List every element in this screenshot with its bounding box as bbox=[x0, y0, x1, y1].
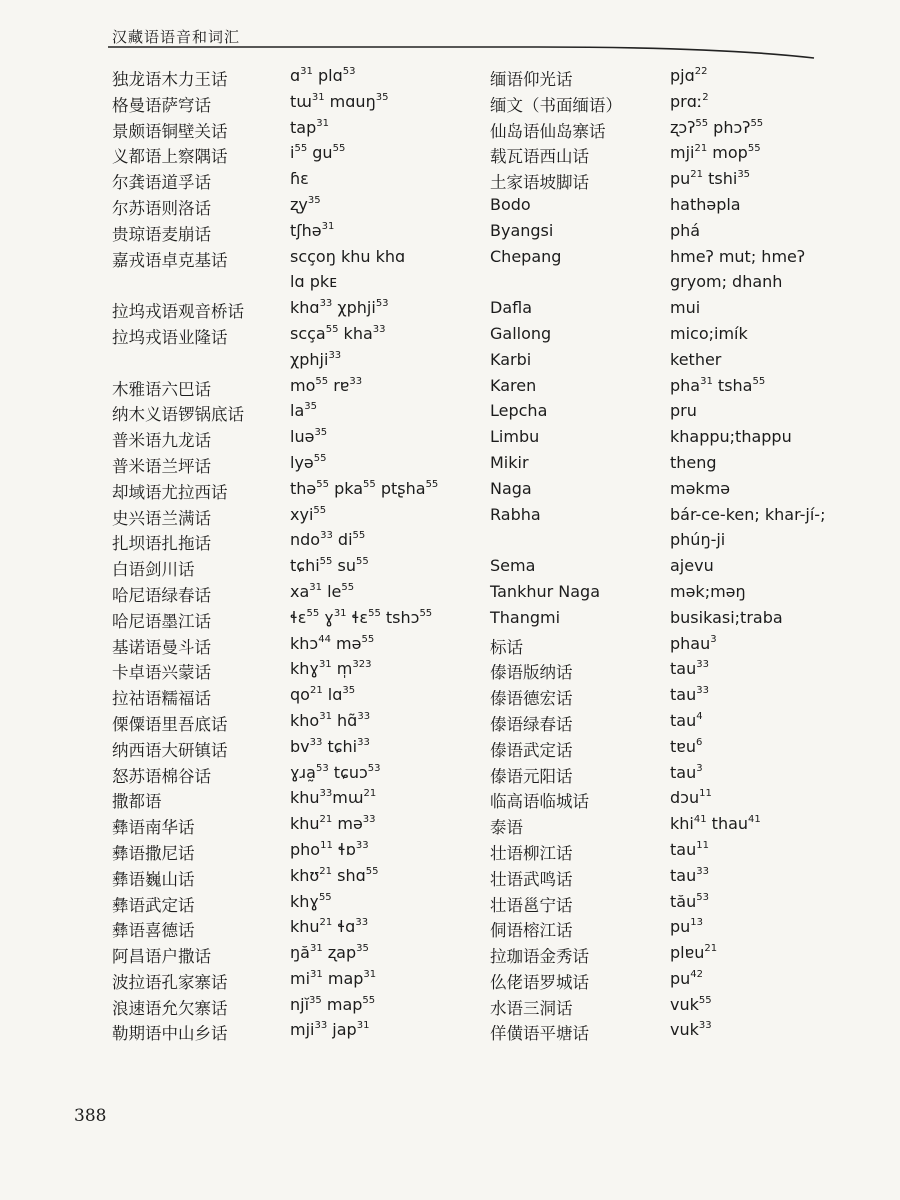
language-name-left: 扎坝语扎拖话 bbox=[112, 534, 211, 554]
language-name-left: 傈僳语里吾底话 bbox=[112, 714, 228, 734]
language-name-left: 白语剑川话 bbox=[112, 560, 195, 580]
language-name-left: 彝语南华话 bbox=[112, 818, 195, 838]
language-name-right: Byangsi bbox=[490, 220, 554, 240]
word-form-right: tau$^{33}$ bbox=[670, 865, 709, 885]
language-name-right: 侗语榕江话 bbox=[490, 921, 573, 941]
language-name-left: 彝语撒尼话 bbox=[112, 843, 195, 863]
language-name-left: 怒苏语棉谷话 bbox=[112, 766, 211, 786]
word-form-left: tɯ$^{31}$ mɑuŋ$^{35}$ bbox=[290, 91, 389, 111]
word-form-left: $bv^{33}$ tɕhi$^{33}$ bbox=[290, 736, 370, 756]
word-form-left: khɣ$^{55}$ bbox=[290, 891, 332, 911]
language-name-left: 勒期语中山乡话 bbox=[112, 1024, 228, 1044]
entry-row bbox=[0, 247, 900, 273]
word-form-right: vuk$^{55}$ bbox=[670, 994, 712, 1014]
language-name-right: 拉珈语金秀话 bbox=[490, 947, 589, 967]
entry-row bbox=[0, 169, 900, 195]
word-form-left: tap$^{31}$ bbox=[290, 117, 329, 137]
word-form-left: $la^{35}$ bbox=[290, 401, 317, 421]
language-name-right: Rabha bbox=[490, 504, 541, 524]
word-form-left: ɦɛ bbox=[290, 169, 309, 189]
word-form-right: vuk$^{33}$ bbox=[670, 1020, 712, 1040]
language-name-left: 拉坞戎语观音桥话 bbox=[112, 302, 244, 322]
word-form-right: məkmə bbox=[670, 478, 731, 498]
language-name-left: 尔苏语则洛话 bbox=[112, 198, 211, 218]
language-name-right: Bodo bbox=[490, 194, 531, 214]
entry-row bbox=[0, 427, 900, 453]
language-name-left: 哈尼语绿春话 bbox=[112, 585, 211, 605]
word-form-right: prɑː$^2$ bbox=[670, 91, 709, 111]
word-form-right: tau$^3$ bbox=[670, 762, 703, 782]
word-form-right: dɔu$^{11}$ bbox=[670, 788, 712, 808]
entry-row bbox=[0, 995, 900, 1021]
language-name-left: 尔龚语道孚话 bbox=[112, 173, 211, 193]
word-form-left: scça$^{55}$ kha$^{33}$ bbox=[290, 323, 386, 343]
word-form-left: ndo$^{33}$ $di^{55}$ bbox=[290, 530, 366, 550]
language-name-right: 壮语柳江话 bbox=[490, 843, 573, 863]
language-name-right: 佯僙语平塘话 bbox=[490, 1024, 589, 1044]
word-form-right: $pu^{21}$ tshi$^{35}$ bbox=[670, 169, 751, 189]
language-name-left: 木雅语六巴话 bbox=[112, 379, 211, 399]
language-name-right: 载瓦语西山话 bbox=[490, 147, 589, 167]
language-name-right: 壮语邕宁话 bbox=[490, 895, 573, 915]
language-name-left: 彝语巍山话 bbox=[112, 869, 195, 889]
word-form-left: khɑ$^{33}$ χphji$^{53}$ bbox=[290, 298, 389, 318]
word-form-right: khi$^{41}$ thau$^{41}$ bbox=[670, 814, 761, 834]
language-name-right: 傣语绿春话 bbox=[490, 714, 573, 734]
word-form-left: scçoŋ khu khɑ bbox=[290, 246, 406, 266]
language-name-right: 缅语仰光话 bbox=[490, 70, 573, 89]
language-name-right: 标话 bbox=[490, 637, 523, 657]
word-form-right: phau$^3$ bbox=[670, 633, 717, 653]
language-name-left: 浪速语允欠寨话 bbox=[112, 998, 228, 1018]
entry-row bbox=[0, 350, 900, 376]
language-name-left: 独龙语木力王话 bbox=[112, 70, 228, 89]
language-name-left: 哈尼语墨江话 bbox=[112, 611, 211, 631]
word-form-left: khɔ$^{44}$ mə$^{55}$ bbox=[290, 633, 375, 653]
entry-row bbox=[0, 840, 900, 866]
entry-row bbox=[0, 814, 900, 840]
word-form-left: khu$^{33}$mɯ$^{21}$ bbox=[290, 788, 377, 808]
language-name-left: 义都语上察隅话 bbox=[112, 147, 228, 167]
entry-row bbox=[0, 943, 900, 969]
entry-row bbox=[0, 66, 900, 92]
language-name-left: 拉祜语糯福话 bbox=[112, 689, 211, 709]
entry-row bbox=[0, 324, 900, 350]
word-form-right: phá bbox=[670, 220, 701, 240]
word-form-right: busikasi;traba bbox=[670, 607, 783, 627]
word-form-left: ɑ$^{31}$ plɑ$^{53}$ bbox=[290, 66, 356, 85]
language-name-right: 傣语德宏话 bbox=[490, 689, 573, 709]
entry-row bbox=[0, 272, 900, 298]
entry-row bbox=[0, 143, 900, 169]
entry-table bbox=[0, 66, 900, 1046]
word-form-right: mək;məŋ bbox=[670, 581, 746, 601]
word-form-left: pho$^{11}$ ɬɒ$^{33}$ bbox=[290, 839, 369, 859]
word-form-left: tɕhi$^{55}$ $su^{55}$ bbox=[290, 556, 369, 576]
word-form-right: tɐu$^6$ bbox=[670, 736, 703, 756]
language-name-right: 壮语武鸣话 bbox=[490, 869, 573, 889]
entry-row bbox=[0, 892, 900, 918]
word-form-left: lɑ pkᴇ bbox=[290, 272, 337, 292]
word-form-left: tʃhə$^{31}$ bbox=[290, 220, 335, 240]
language-name-left: 却域语尤拉西话 bbox=[112, 482, 228, 502]
word-form-left: mji$^{33}$ jap$^{31}$ bbox=[290, 1020, 370, 1040]
language-name-right: Dafla bbox=[490, 298, 533, 318]
entry-row bbox=[0, 479, 900, 505]
language-name-right: 傣语版纳话 bbox=[490, 663, 573, 683]
word-form-right: hmeʔ mut; hmeʔ bbox=[670, 246, 806, 266]
word-form-left: $qo^{21}$ lɑ$^{35}$ bbox=[290, 685, 356, 705]
language-name-right: Lepcha bbox=[490, 401, 548, 421]
word-form-right: phúŋ-ji bbox=[670, 530, 726, 550]
language-name-left: 基诺语曼斗话 bbox=[112, 637, 211, 657]
word-form-left: ɣɹa̰$^{53}$ tɕuɔ$^{53}$ bbox=[290, 762, 381, 782]
entry-row bbox=[0, 92, 900, 118]
entry-row bbox=[0, 1020, 900, 1046]
word-form-left: χphji$^{33}$ bbox=[290, 349, 342, 369]
language-name-right: Chepang bbox=[490, 246, 562, 266]
language-name-right: 傣语武定话 bbox=[490, 740, 573, 760]
entry-row bbox=[0, 505, 900, 531]
language-name-left: 纳木义语锣锅底话 bbox=[112, 405, 244, 425]
entry-row bbox=[0, 582, 900, 608]
entry-row bbox=[0, 685, 900, 711]
language-name-left: 彝语喜德话 bbox=[112, 921, 195, 941]
language-name-right: 土家语坡脚话 bbox=[490, 173, 589, 193]
language-name-left: 景颇语铜壁关话 bbox=[112, 121, 228, 141]
entry-row bbox=[0, 118, 900, 144]
word-form-left: $ŋă^{31}$ ʐap$^{35}$ bbox=[290, 943, 369, 963]
word-form-left: ʐy$^{35}$ bbox=[290, 194, 321, 214]
language-name-right: Sema bbox=[490, 556, 536, 576]
word-form-right: tău$^{53}$ bbox=[670, 891, 709, 911]
header-rule bbox=[108, 30, 818, 60]
language-name-right: 仫佬语罗城话 bbox=[490, 972, 589, 992]
word-form-right: mico;imík bbox=[670, 323, 748, 343]
language-name-left: 格曼语萨穹话 bbox=[112, 95, 211, 115]
word-form-left: khu$^{21}$ mə$^{33}$ bbox=[290, 814, 376, 834]
word-form-right: bár-ce-ken; khar-jí-; bbox=[670, 504, 826, 524]
word-form-right: pru bbox=[670, 401, 697, 421]
entry-row bbox=[0, 453, 900, 479]
language-name-left: 普米语九龙话 bbox=[112, 431, 211, 451]
language-name-left: 贵琼语麦崩话 bbox=[112, 224, 211, 244]
entry-row bbox=[0, 401, 900, 427]
language-name-right: 泰语 bbox=[490, 818, 523, 838]
word-form-left: xyi$^{55}$ bbox=[290, 504, 327, 524]
language-name-left: 拉坞戎语业隆话 bbox=[112, 327, 228, 347]
word-form-right: mji$^{21}$ mop$^{55}$ bbox=[670, 143, 761, 163]
entry-row bbox=[0, 659, 900, 685]
language-name-right: Limbu bbox=[490, 427, 540, 447]
word-form-right: pjɑ$^{22}$ bbox=[670, 66, 708, 85]
word-form-right: pha$^{31}$ tsha$^{55}$ bbox=[670, 375, 766, 395]
entry-row bbox=[0, 866, 900, 892]
language-name-right: 临高语临城话 bbox=[490, 792, 589, 812]
entry-row bbox=[0, 634, 900, 660]
running-header: 汉藏语语音和词汇 bbox=[112, 28, 241, 46]
entry-row bbox=[0, 711, 900, 737]
word-form-left: ɬɛ$^{55}$ ɣ$^{31}$ ɬɛ$^{55}$ tshɔ$^{55}$ bbox=[290, 607, 433, 627]
entry-row bbox=[0, 737, 900, 763]
language-name-left: 阿昌语户撒话 bbox=[112, 947, 211, 967]
language-name-left: 史兴语兰满话 bbox=[112, 508, 211, 528]
language-name-left: 撒都语 bbox=[112, 792, 162, 812]
word-form-right: theng bbox=[670, 452, 717, 472]
word-form-right: ʐɔʔ$^{55}$ phɔʔ$^{55}$ bbox=[670, 117, 764, 137]
language-name-right: Naga bbox=[490, 478, 532, 498]
entry-row bbox=[0, 195, 900, 221]
word-form-left: khu$^{21}$ ɬɑ$^{33}$ bbox=[290, 917, 369, 937]
language-name-right: Karbi bbox=[490, 349, 532, 369]
word-form-right: tau$^{33}$ bbox=[670, 659, 709, 679]
language-name-left: 嘉戎语卓克基话 bbox=[112, 250, 228, 270]
word-form-right: ajevu bbox=[670, 556, 714, 576]
entry-row bbox=[0, 969, 900, 995]
word-form-right: tau$^{33}$ bbox=[670, 685, 709, 705]
word-form-right: tau$^{11}$ bbox=[670, 839, 709, 859]
word-form-left: thə$^{55}$ pka$^{55}$ ptʂha$^{55}$ bbox=[290, 478, 439, 498]
word-form-left: njĭ$^{35}$ map$^{55}$ bbox=[290, 994, 376, 1014]
language-name-right: Karen bbox=[490, 375, 537, 395]
language-name-right: 傣语元阳话 bbox=[490, 766, 573, 786]
entry-row bbox=[0, 376, 900, 402]
language-name-right: Mikir bbox=[490, 452, 529, 472]
word-form-right: plɐu$^{21}$ bbox=[670, 943, 718, 963]
word-form-right: khappu;thappu bbox=[670, 427, 792, 447]
page-number: 388 bbox=[74, 1106, 107, 1126]
language-name-right: 水语三洞话 bbox=[490, 998, 573, 1018]
language-name-left: 普米语兰坪话 bbox=[112, 456, 211, 476]
language-name-left: 纳西语大研镇话 bbox=[112, 740, 228, 760]
language-name-left: 波拉语孔家寨话 bbox=[112, 972, 228, 992]
language-name-right: Gallong bbox=[490, 323, 552, 343]
word-form-right: gryom; dhanh bbox=[670, 272, 783, 292]
language-name-right: Thangmi bbox=[490, 607, 561, 627]
entry-row bbox=[0, 221, 900, 247]
language-name-right: Tankhur Naga bbox=[490, 581, 601, 601]
word-form-right: $pu^{42}$ bbox=[670, 968, 704, 988]
word-form-left: $xa^{31}$ $le^{55}$ bbox=[290, 581, 355, 601]
language-name-left: 彝语武定话 bbox=[112, 895, 195, 915]
word-form-left: luə$^{35}$ bbox=[290, 427, 328, 447]
word-form-left: $mi^{31}$ map$^{31}$ bbox=[290, 968, 377, 988]
entry-row bbox=[0, 917, 900, 943]
entry-row bbox=[0, 298, 900, 324]
language-name-left: 卡卓语兴蒙话 bbox=[112, 663, 211, 683]
word-form-left: kho$^{31}$ hɑ̃$^{33}$ bbox=[290, 710, 371, 730]
word-form-right: hathəpla bbox=[670, 194, 741, 214]
entry-row bbox=[0, 763, 900, 789]
word-form-left: khɣ$^{31}$ m̩$^{323}$ bbox=[290, 659, 372, 679]
entry-row bbox=[0, 556, 900, 582]
entry-row bbox=[0, 608, 900, 634]
word-form-left: lyə$^{55}$ bbox=[290, 452, 327, 472]
word-form-left: khʊ$^{21}$ shɑ$^{55}$ bbox=[290, 865, 379, 885]
word-form-right: $pu^{13}$ bbox=[670, 917, 704, 937]
word-form-left: $i^{55}$ $gu^{55}$ bbox=[290, 143, 346, 163]
language-name-right: 仙岛语仙岛寨话 bbox=[490, 121, 606, 141]
word-form-left: $mo^{55}$ rɐ$^{33}$ bbox=[290, 375, 363, 395]
word-form-right: kether bbox=[670, 349, 722, 369]
word-form-right: tau$^4$ bbox=[670, 710, 703, 730]
language-name-right: 缅文（书面缅语） bbox=[490, 95, 622, 115]
entry-row bbox=[0, 530, 900, 556]
entry-row bbox=[0, 788, 900, 814]
word-form-right: mui bbox=[670, 298, 701, 318]
